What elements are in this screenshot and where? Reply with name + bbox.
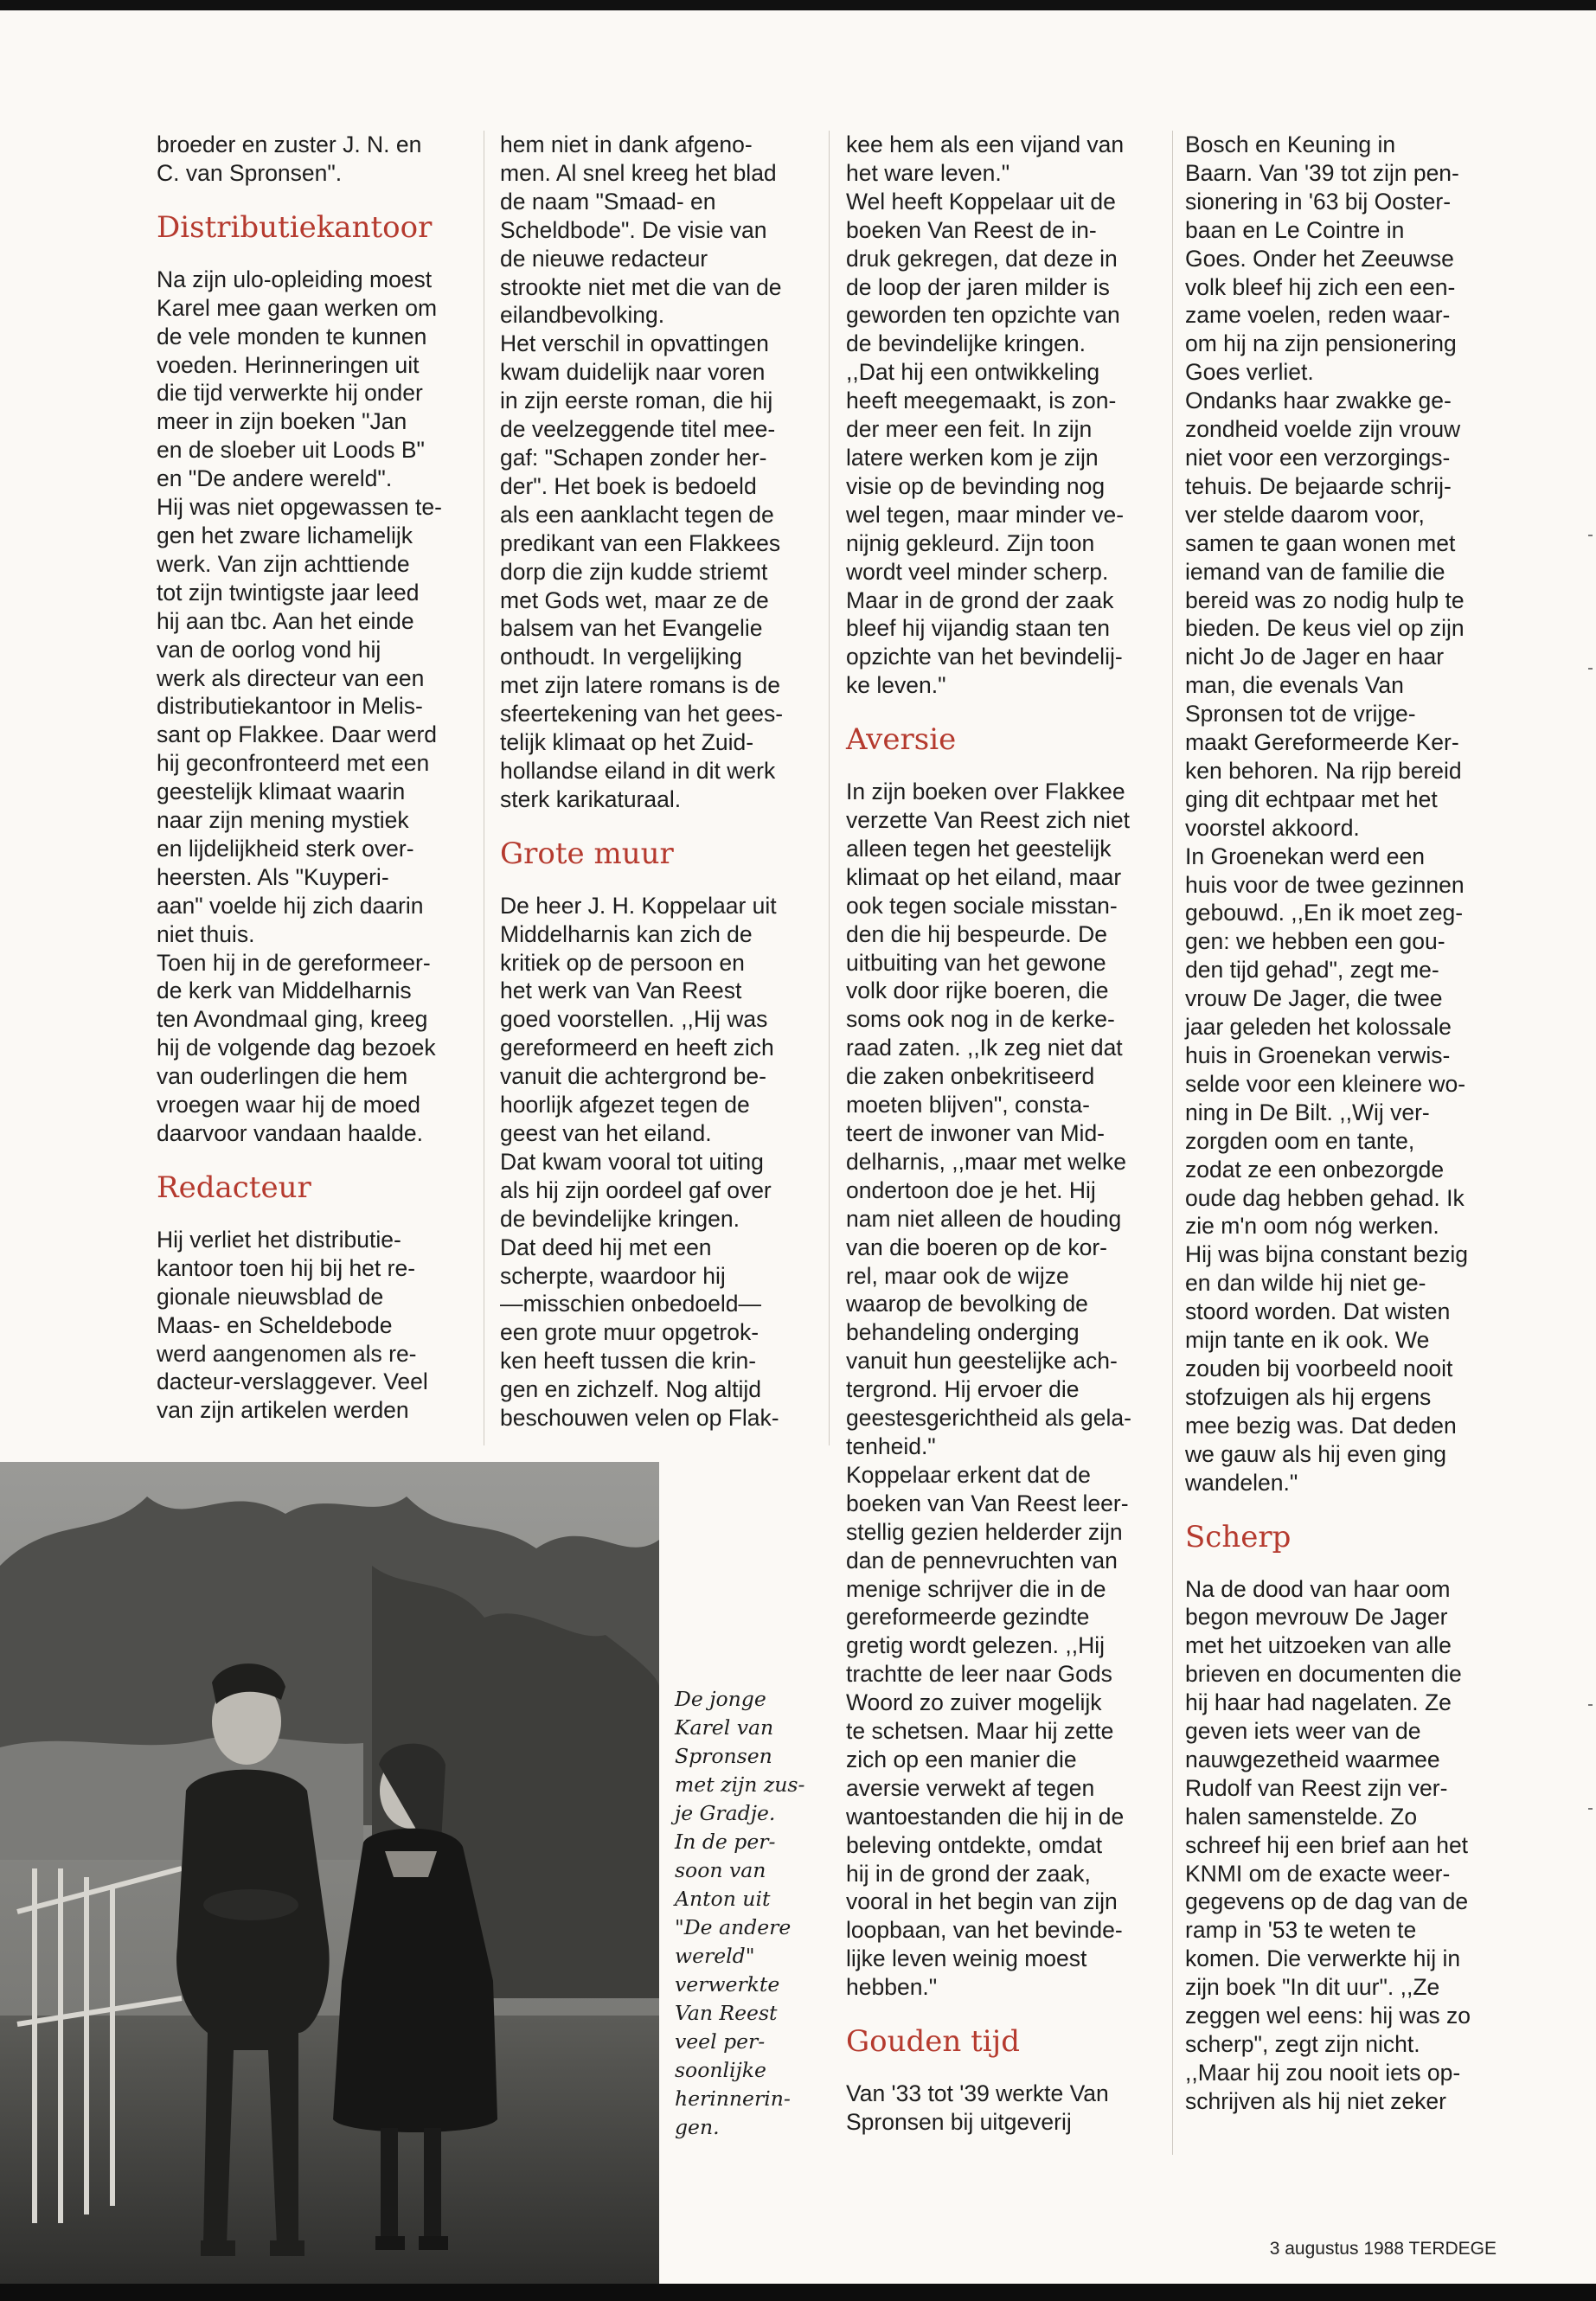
body-paragraph: In zijn boeken over Flakkee verzette Van Reest zich niet alleen tegen het geestelijk klimaat op het eiland, maar ook tegen sociale misstan- den die hij bespeurde. De uitbuiting van het gewone volk door rijke boeren, die soms ook nog in de kerke- raad zaten. ,,Ik zeg niet dat die zaken onbekritiseerd moeten blijven", consta- teert de inwoner van Mid- delharnis, ,,maar met welke ondertoon doe je het. Hij nam niet alleen de houding van die boeren op de kor- rel, maar ook de wijze waarop de bevolking de behandeling onderging vanuit hun geestelijke ach- tergrond. Hij ervoer die geestesgerichtheid als gela- tenheid." Koppelaar erkent dat de boeken van Van Reest leer- stellig gezien helderder zijn dan de pennevruchten van menige schrijver die in de gereformeerde gezindte gretig wordt gelezen. ,,Hij trachtte de leer naar Gods Woord zo zuiver mogelijk te schetsen. Maar hij zette zich op een manier die aversie verwekt af tegen wantoestanden die hij in de beleving ontdekte, omdat hij in de grond der zaak, vooral in het begin van zijn loopbaan, van het bevinde- lijke leven weinig moest hebben." [846, 779, 1131, 2001]
column-divider [829, 131, 830, 1445]
edge-mark [1588, 1704, 1593, 1706]
body-paragraph: hem niet in dank afgeno- men. Al snel kreeg het blad de naam "Smaad- en Scheldbode". De visie van de nieuwe redacteur strookte niet met die van de eilandbevolking. Het verschil in opvattingen kwam duidelijk naar voren in zijn eerste roman, die hij de veelzeggende titel mee- gaf: "Schapen zonder her- der". Het boek is bedoeld als een aanklacht tegen de predikant van een Flakkees dorp die zijn kudde striemt met Gods wet, maar ze de balsem van het Evangelie onthoudt. In vergelijking met zijn latere romans is de sfeertekening van het gees- telijk klimaat op het Zuid- hollandse eiland in dit werk sterk karikaturaal. [500, 131, 784, 812]
top-border [0, 0, 1596, 10]
body-paragraph: broeder en zuster J. N. en C. van Spronsen". [157, 131, 422, 186]
text-column-3 [846, 131, 1157, 2155]
historic-photo-children [0, 1462, 659, 2284]
bottom-border [0, 2284, 1596, 2301]
body-paragraph: Van '33 tot '39 werkte Van Spronsen bij uitgeverij [846, 2080, 1109, 2135]
edge-mark [1588, 668, 1593, 670]
body-paragraph: Na zijn ulo-opleiding moest Karel mee gaan werken om de vele monden te kunnen voeden. Herinneringen uit die tijd verwerkte hij onder meer in zijn boeken "Jan en de sloeber uit Loods B" en "De andere wereld". Hij was niet opgewassen te- gen het zware lichamelijk werk. Van zijn achttiende tot zijn twintigste jaar leed hij aan tbc. Aan het einde van de oorlog vond hij werk als directeur van een distributiekantoor in Melis- sant op Flakkee. Daar werd hij geconfronteerd met een geestelijk klimaat waarin naar zijn mening mystiek en lijdelijkheid sterk over- heersten. Als "Kuyperi- aan" voelde hij zich daarin niet thuis. Toen hij in de gereformeer- de kerk van Middelharnis ten Avondmaal ging, kreeg hij de volgende dag bezoek van ouderlingen die hem vroegen waar hij de moed daarvoor vandaan haalde. [157, 266, 442, 1146]
body-paragraph: Na de dood van haar oom begon mevrouw De Jager met het uitzoeken van alle brieven en documenten die hij haar had nagelaten. Ze geven iets weer van de nauwgezetheid waarmee Rudolf van Reest zijn ver- halen samenstelde. Zo schreef hij een brief aan het KNMI om de exacte weer- gegevens op de dag van de ramp in '53 te weten te komen. Die verwerkte hij in zijn boek "In dit uur". ,,Ze zeggen wel eens: hij was zo scherp", zegt zijn nicht. ,,Maar hij zou nooit iets op- schrijven als hij niet zeker [1185, 1575, 1471, 2114]
text-column-1 [157, 131, 468, 1445]
body-paragraph: Bosch en Keuning in Baarn. Van '39 tot zijn pen- sionering in '63 bij Ooster- baan en Le Cointre in Goes. Onder het Zeeuwse volk bleef hij zich een een- zame voelen, reden waar- om hij na zijn pensionering Goes verliet. Ondanks haar zwakke ge- zondheid voelde zijn vrouw niet voor een verzorgings- tehuis. De bejaarde schrij- ver stelde daarom voor, samen te gaan wonen met iemand van de familie die bereid was zo nodig hulp te bieden. De keus viel op zijn nicht Jo de Jager en haar man, die evenals Van Spronsen tot de vrijge- maakt Gereformeerde Ker- ken behoren. Na rijp bereid ging dit echtpaar met het voorstel akkoord. In Groenekan werd een huis voor de twee gezinnen gebouwd. ,,En ik moet zeg- gen: we hebben een gou- den tijd gehad", zegt me- vrouw De Jager, die twee jaar geleden het kolossale huis in Groenekan verwis- selde voor een kleinere wo- ning in De Bilt. ,,Wij ver- zorgden oom en tante, zodat ze een onbezorgde oude dag hebben gehad. Ik zie m'n oom nóg werken. Hij was bijna constant bezig en dan wilde hij niet ge- stoord worden. Dat wisten mijn tante en ik ook. We zouden bij voorbeeld nooit stofzuigen als hij ergens mee bezig was. Dat deden we gauw als hij even ging wandelen." [1185, 131, 1469, 1496]
body-paragraph: De heer J. H. Koppelaar uit Middelharnis kan zich de kritiek op de persoon en het werk van Van Reest goed voorstellen. ,,Hij was gereformeerd en heeft zich vanuit die achtergrond be- hoorlijk afgezet tegen de geest van het eiland. Dat kwam vooral tot uiting als hij zijn oordeel gaf over de bevindelijke kringen. Dat deed hij met een scherpte, waardoor hij —misschien onbedoeld— een grote muur opgetrok- ken heeft tussen die krin- gen en zichzelf. Nog altijd beschouwen velen op Flak- [500, 892, 779, 1432]
section-heading: Grote muur [500, 836, 674, 871]
photo-illustration [0, 1462, 659, 2284]
body-paragraph: Hij verliet het distributie- kantoor toen hij bij het re- gionale nieuwsblad de Maas- en Scheldebode werd aangenomen als re- dacteur-verslaggever. Veel van zijn artikelen werden [157, 1226, 428, 1424]
section-heading: Gouden tijd [846, 2024, 1020, 2060]
body-paragraph: kee hem als een vijand van het ware leven." Wel heeft Koppelaar uit de boeken Van Reest de in- druk gekregen, dat deze in de loop der jaren milder is geworden ten opzichte van de bevindelijke kringen. ,,Dat hij een ontwikkeling heeft meegemaakt, is zon- der meer een feit. In zijn latere werken kom je zijn visie op de bevinding nog wel tegen, maar minder ve- nijnig gekleurd. Zijn toon wordt veel minder scherp. Maar in de grond der zaak bleef hij vijandig staan ten opzichte van het bevindelij- ke leven." [846, 131, 1125, 699]
page-footer: 3 augustus 1988 TERDEGE [1269, 2239, 1497, 2259]
text-column-2 [500, 131, 811, 1445]
section-heading: Distributiekantoor [157, 209, 433, 245]
column-divider [1172, 131, 1173, 2155]
edge-mark [1588, 535, 1593, 536]
edge-mark [1588, 1808, 1593, 1810]
photo-caption: De jonge Karel van Spronsen met zijn zus- je Gradje. In de per- soon van Anton uit "De andere wereld" verwerkte Van Reest veel per- soonlijke herinnerin- gen. [675, 1687, 805, 2139]
section-heading: Scherp [1185, 1519, 1292, 1554]
section-heading: Aversie [846, 722, 957, 758]
text-column-4 [1185, 131, 1505, 2155]
section-heading: Redacteur [157, 1170, 311, 1205]
